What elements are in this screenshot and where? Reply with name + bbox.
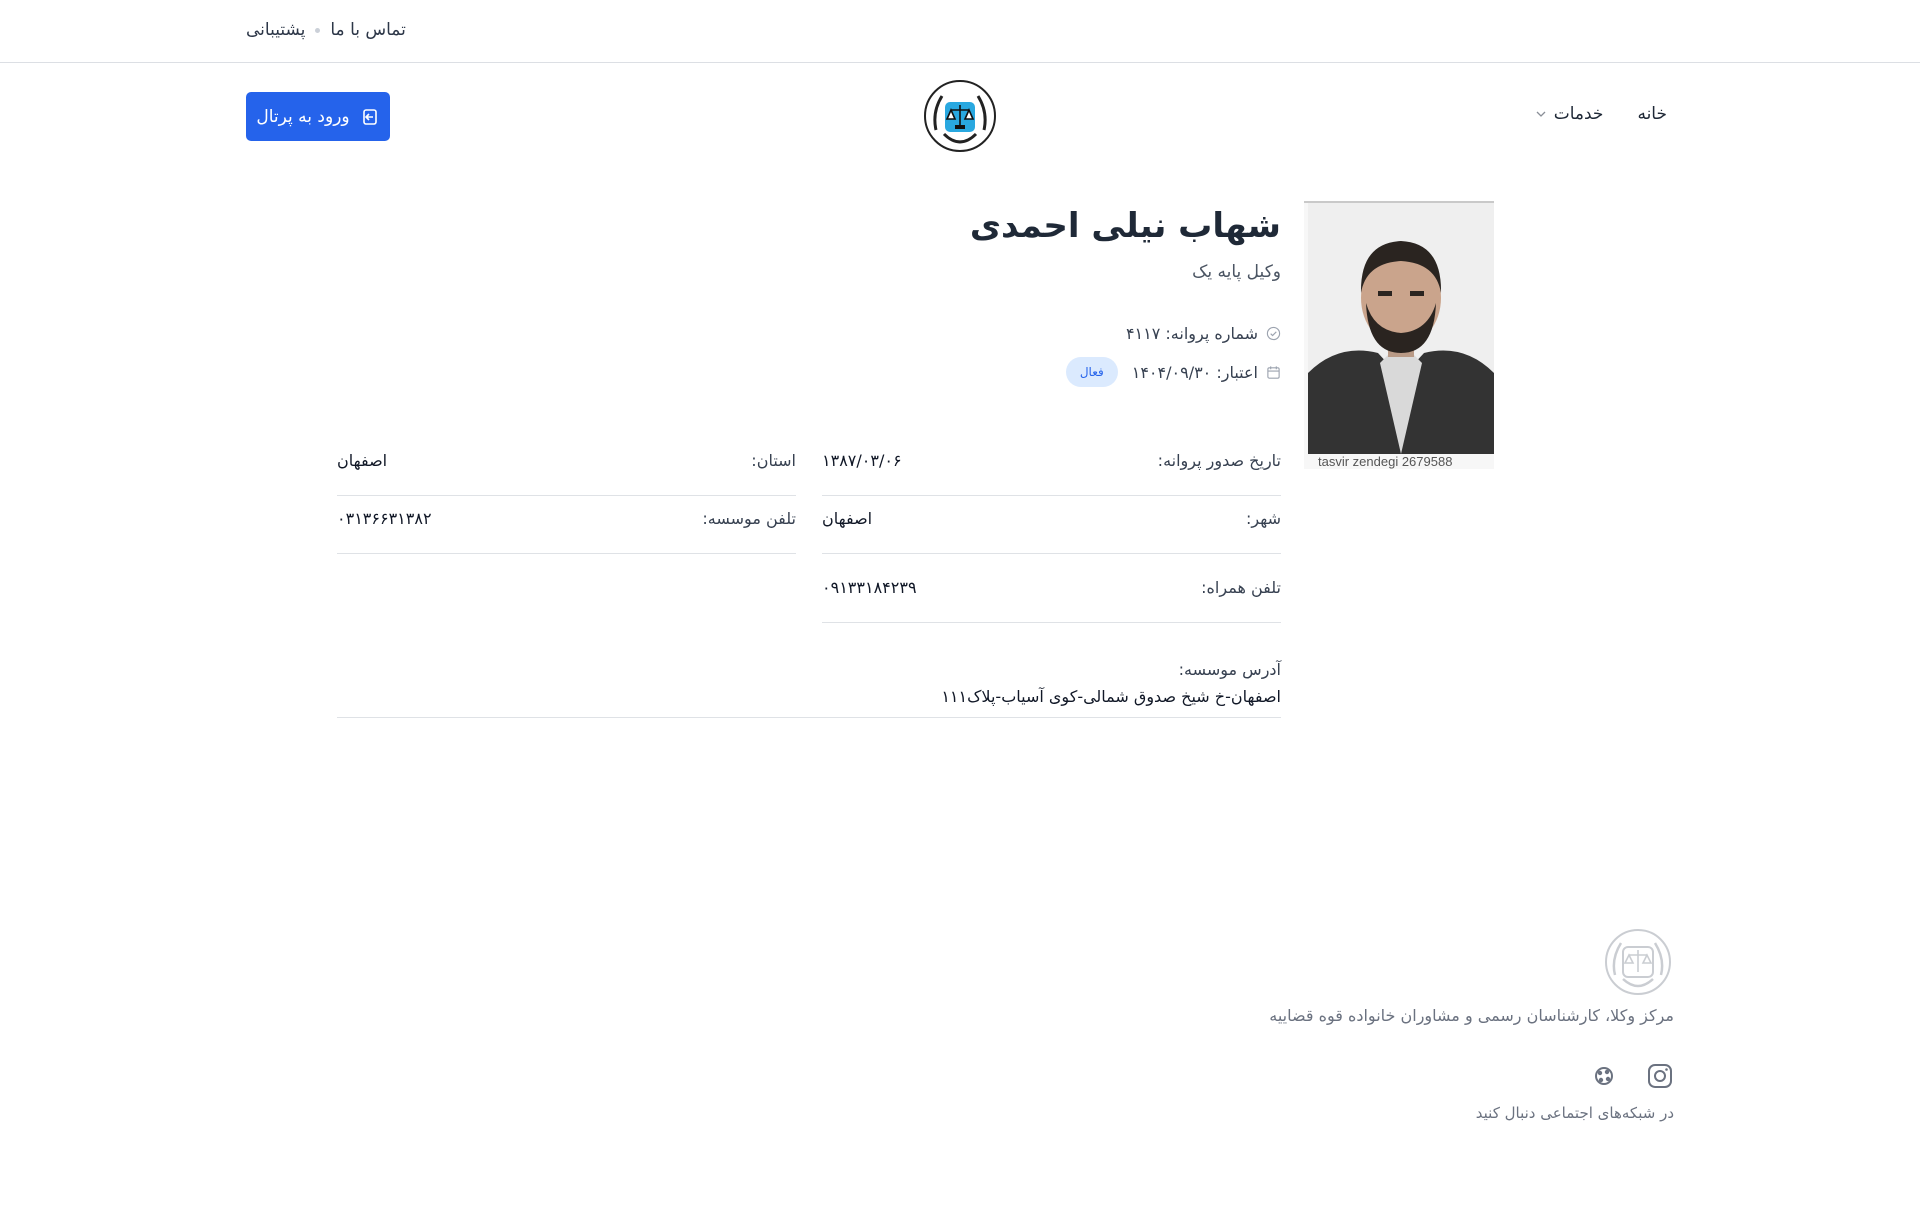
city-value: اصفهان bbox=[822, 509, 873, 528]
follow-text: در شبکه‌های اجتماعی دنبال کنید bbox=[1475, 1104, 1674, 1122]
validity-date: اعتبار: ۱۴۰۴/۰۹/۳۰ bbox=[1131, 362, 1258, 382]
province-value: اصفهان bbox=[337, 451, 388, 470]
footer-emblem-logo bbox=[1603, 927, 1673, 997]
mobile-field bbox=[822, 553, 1281, 623]
mobile-value: ۰۹۱۳۳۱۸۴۲۳۹ bbox=[822, 578, 917, 597]
chevron-down-icon bbox=[1536, 109, 1546, 119]
profile-photo bbox=[1308, 203, 1494, 454]
support-link[interactable]: پشتیبانی bbox=[246, 20, 306, 40]
license-number: شماره پروانه: ۴۱۱۷ bbox=[1125, 324, 1258, 343]
office-phone-value: ۰۳۱۳۶۶۳۱۳۸۲ bbox=[337, 509, 432, 528]
nav-home[interactable]: خانه bbox=[1637, 104, 1667, 124]
judiciary-emblem-logo[interactable] bbox=[922, 78, 998, 154]
calendar-icon bbox=[1266, 365, 1281, 380]
mobile-label: تلفن همراه: bbox=[1201, 578, 1281, 597]
contact-link[interactable]: تماس با ما bbox=[330, 20, 406, 40]
portal-login-button[interactable] bbox=[246, 92, 390, 141]
portal-login-label: ورود به پرتال bbox=[256, 106, 350, 127]
validity-row bbox=[1066, 357, 1281, 387]
issue-date-label: تاریخ صدور پروانه: bbox=[1157, 451, 1281, 470]
top-utility-bar bbox=[0, 0, 1920, 63]
social-links bbox=[1590, 1062, 1674, 1090]
login-icon bbox=[360, 107, 380, 127]
check-circle-icon bbox=[1266, 326, 1281, 341]
nav-services[interactable] bbox=[1536, 104, 1604, 124]
address-field bbox=[337, 645, 1281, 718]
utility-links bbox=[246, 20, 406, 40]
address-value: اصفهان-خ شیخ صدوق شمالی-کوی آسیاب-پلاک۱۱۱ bbox=[941, 687, 1281, 706]
license-number-row bbox=[1126, 324, 1281, 343]
main-nav bbox=[1536, 104, 1667, 124]
separator-dot bbox=[315, 28, 320, 33]
photo-caption: tasvir zendegi 2679588 bbox=[1318, 454, 1453, 469]
city-field bbox=[822, 484, 1281, 554]
instagram-icon[interactable] bbox=[1646, 1062, 1674, 1090]
province-label: استان: bbox=[751, 451, 796, 470]
address-label: آدرس موسسه: bbox=[1178, 660, 1281, 679]
lawyer-rank: وکیل پایه یک bbox=[1192, 262, 1281, 282]
nav-services-label: خدمات bbox=[1553, 104, 1604, 124]
city-label: شهر: bbox=[1246, 509, 1281, 528]
issue-date-value: ۱۳۸۷/۰۳/۰۶ bbox=[822, 451, 902, 470]
aparat-icon[interactable] bbox=[1590, 1062, 1618, 1090]
status-badge: فعال bbox=[1066, 357, 1118, 387]
footer-title: مرکز وکلا، کارشناسان رسمی و مشاوران خانواده قوه قضاییه bbox=[1269, 1006, 1674, 1025]
office-phone-label: تلفن موسسه: bbox=[702, 509, 796, 528]
profile-photo-frame bbox=[1304, 201, 1494, 469]
lawyer-name: شهاب نیلی احمدی bbox=[969, 206, 1281, 246]
office-phone-field bbox=[337, 484, 796, 554]
